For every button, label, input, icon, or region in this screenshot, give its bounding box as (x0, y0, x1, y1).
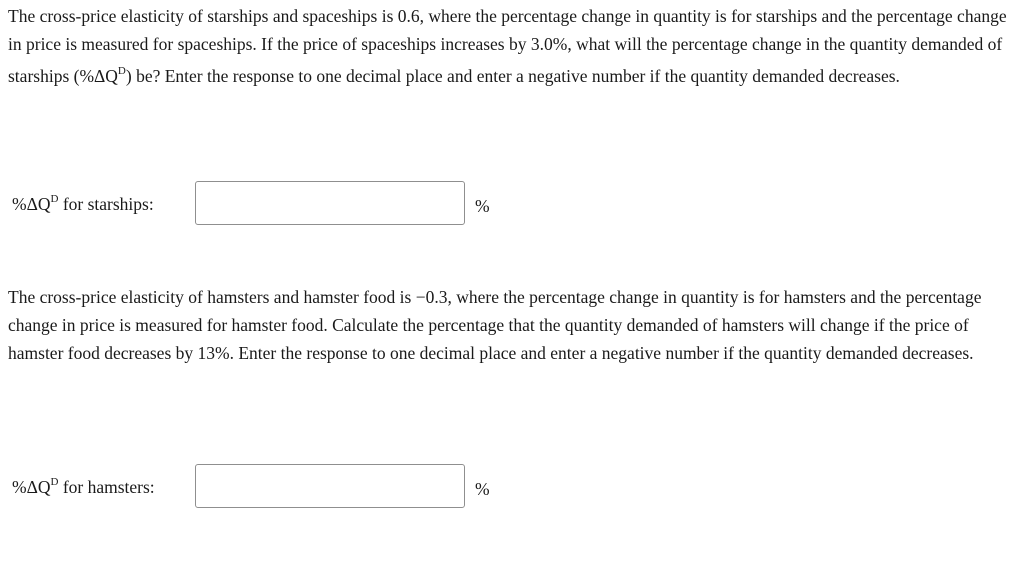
hamsters-answer-input[interactable] (195, 464, 465, 508)
answer-label-starships (12, 194, 154, 215)
label-prefix: %ΔQ (12, 477, 51, 497)
question-text-main: The cross-price elasticity of hamsters and hamster food is −0.3, where the percentage change in quantity is for hamsters and the percentage change in price is measured for hamster food. Calculate the percentage that the quantity demanded of hamsters will change if the price of hamster food decreases by 13%. Enter the response to one decimal place and enter a negative number if the quantity demanded decreases. (8, 287, 982, 363)
label-superscript: D (50, 193, 59, 206)
percent-unit-label: % (475, 479, 490, 499)
question-text-main: The cross-price elasticity of starships and spaceships is 0.6, where the percentage change in quantity is for starships and the percentage change in price is measured for spaceships. If the price of spaceships increases by 3.0%, what will the percentage change in the quantity demanded of starships (%ΔQ (8, 6, 1007, 86)
answer-row-starships (12, 181, 1012, 227)
question-text-superscript: D (117, 65, 126, 77)
label-superscript: D (50, 476, 59, 489)
starships-answer-input[interactable] (195, 181, 465, 225)
label-suffix: for hamsters: (58, 477, 155, 497)
question-text-end: ) be? Enter the response to one decimal place and enter a negative number if the quantity demanded decreases. (125, 65, 900, 86)
label-prefix: %ΔQ (12, 194, 51, 214)
question-text-hamsters (8, 283, 1016, 367)
label-suffix: for starships: (58, 194, 154, 214)
question-text-starships (8, 2, 1016, 90)
percent-unit-label: % (475, 196, 490, 216)
answer-row-hamsters (12, 464, 1012, 510)
answer-label-hamsters (12, 477, 155, 498)
